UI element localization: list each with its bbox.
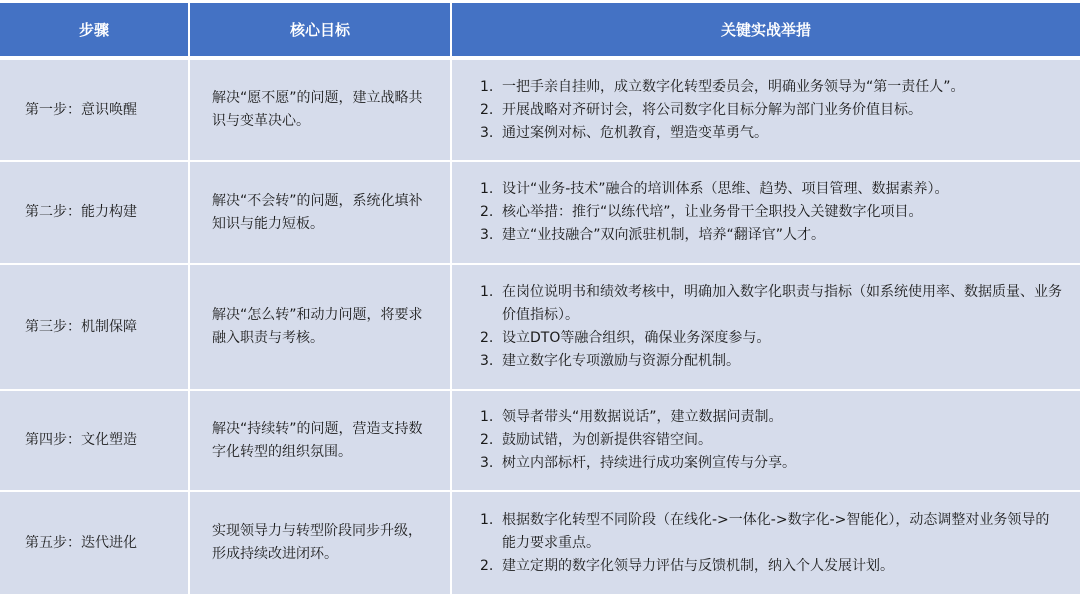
measure-text: 树立内部标杆，持续进行成功案例宣传与分享。 <box>502 455 796 471</box>
step-cell <box>0 265 190 389</box>
measure-item <box>452 509 1062 555</box>
measure-text: 开展战略对齐研讨会，将公司数字化目标分解为部门业务价值目标。 <box>502 101 922 118</box>
measure-number: 1. <box>480 78 494 95</box>
goal-text: 解决“愿不愿”的问题，建立战略共识与变革决心。 <box>212 90 423 129</box>
step-cell <box>0 60 190 160</box>
measure-text: 领导者带头“用数据说话”，建立数据问责制。 <box>502 409 783 425</box>
measure-number: 3. <box>480 227 494 243</box>
measure-number: 2. <box>480 432 494 448</box>
step-label: 第三步：机制保障 <box>25 318 137 335</box>
measure-number: 1. <box>480 284 494 300</box>
measures-cell <box>452 391 1080 490</box>
measure-number: 2. <box>480 101 494 118</box>
measure-item <box>452 201 1062 224</box>
step-cell <box>0 492 190 594</box>
measure-item <box>452 452 1062 475</box>
step-label: 第一步：意识唤醒 <box>25 101 137 118</box>
table-row <box>0 263 1080 389</box>
goal-text: 解决“怎么转”和动力问题，将要求融入职责与考核。 <box>212 307 423 346</box>
measure-number: 1. <box>480 181 494 197</box>
measure-item <box>452 555 1062 578</box>
goal-cell <box>190 265 452 389</box>
measure-item <box>452 281 1062 327</box>
measures-list <box>452 509 1080 578</box>
measures-list <box>452 178 1080 247</box>
measure-item <box>452 350 1062 373</box>
header-goal <box>190 3 452 56</box>
measure-item <box>452 122 1062 145</box>
measure-text: 核心举措：推行“以练代培”，让业务骨干全职投入关键数字化项目。 <box>502 204 923 220</box>
measure-item <box>452 224 1062 247</box>
step-label: 第五步：迭代进化 <box>25 534 137 551</box>
measure-number: 1. <box>480 409 494 425</box>
measure-number: 3. <box>480 455 494 471</box>
measure-number: 2. <box>480 557 494 574</box>
measure-item <box>452 99 1062 122</box>
measure-number: 1. <box>480 511 494 528</box>
measure-text: 通过案例对标、危机教育，塑造变革勇气。 <box>502 124 768 141</box>
table-header-row <box>0 3 1080 56</box>
table-row <box>0 490 1080 594</box>
goal-cell <box>190 391 452 490</box>
measure-item <box>452 429 1062 452</box>
measure-number: 2. <box>480 204 494 220</box>
measure-item <box>452 178 1062 201</box>
step-label: 第四步：文化塑造 <box>25 432 137 448</box>
table-row <box>0 389 1080 490</box>
measures-list <box>452 76 1080 145</box>
measure-text: 根据数字化转型不同阶段（在线化->一体化->数字化->智能化），动态调整对业务领导的能力要求重点。 <box>502 511 1050 551</box>
measure-text: 建立“业技融合”双向派驻机制，培养“翻译官”人才。 <box>502 227 826 243</box>
goal-text: 实现领导力与转型阶段同步升级，形成持续改进闭环。 <box>212 523 422 562</box>
measure-number: 3. <box>480 124 494 141</box>
measures-cell <box>452 492 1080 594</box>
header-measures <box>452 3 1080 56</box>
table-row <box>0 58 1080 160</box>
measure-text: 在岗位说明书和绩效考核中，明确加入数字化职责与指标（如系统使用率、数据质量、业务价值指标）。 <box>502 284 1062 323</box>
header-goal-label: 核心目标 <box>289 21 350 39</box>
measure-text: 建立定期的数字化领导力评估与反馈机制，纳入个人发展计划。 <box>502 557 894 574</box>
measure-text: 设立DTO等融合组织，确保业务深度参与。 <box>502 330 771 346</box>
header-step-label: 步骤 <box>78 21 109 39</box>
goal-text: 解决“不会转”的问题，系统化填补知识与能力短板。 <box>212 192 423 232</box>
header-measures-label: 关键实战举措 <box>720 21 811 39</box>
measure-text: 设计“业务-技术”融合的培训体系（思维、趋势、项目管理、数据素养）。 <box>502 181 949 197</box>
header-step <box>0 3 190 56</box>
measures-list <box>452 406 1080 475</box>
measure-number: 3. <box>480 353 494 369</box>
step-cell <box>0 391 190 490</box>
measure-text: 一把手亲自挂帅，成立数字化转型委员会，明确业务领导为“第一责任人”。 <box>502 78 965 95</box>
goal-text: 解决“持续转”的问题，营造支持数字化转型的组织氛围。 <box>212 420 423 460</box>
measure-item <box>452 327 1062 350</box>
measure-text: 建立数字化专项激励与资源分配机制。 <box>502 353 740 369</box>
measures-list <box>452 281 1080 373</box>
goal-cell <box>190 60 452 160</box>
measures-cell <box>452 162 1080 263</box>
goal-cell <box>190 492 452 594</box>
goal-cell <box>190 162 452 263</box>
step-cell <box>0 162 190 263</box>
step-label: 第二步：能力构建 <box>25 204 137 220</box>
table-row <box>0 160 1080 263</box>
measures-cell <box>452 60 1080 160</box>
measures-cell <box>452 265 1080 389</box>
measure-item <box>452 406 1062 429</box>
measure-number: 2. <box>480 330 494 346</box>
measure-text: 鼓励试错，为创新提供容错空间。 <box>502 432 712 448</box>
measure-item <box>452 76 1062 99</box>
